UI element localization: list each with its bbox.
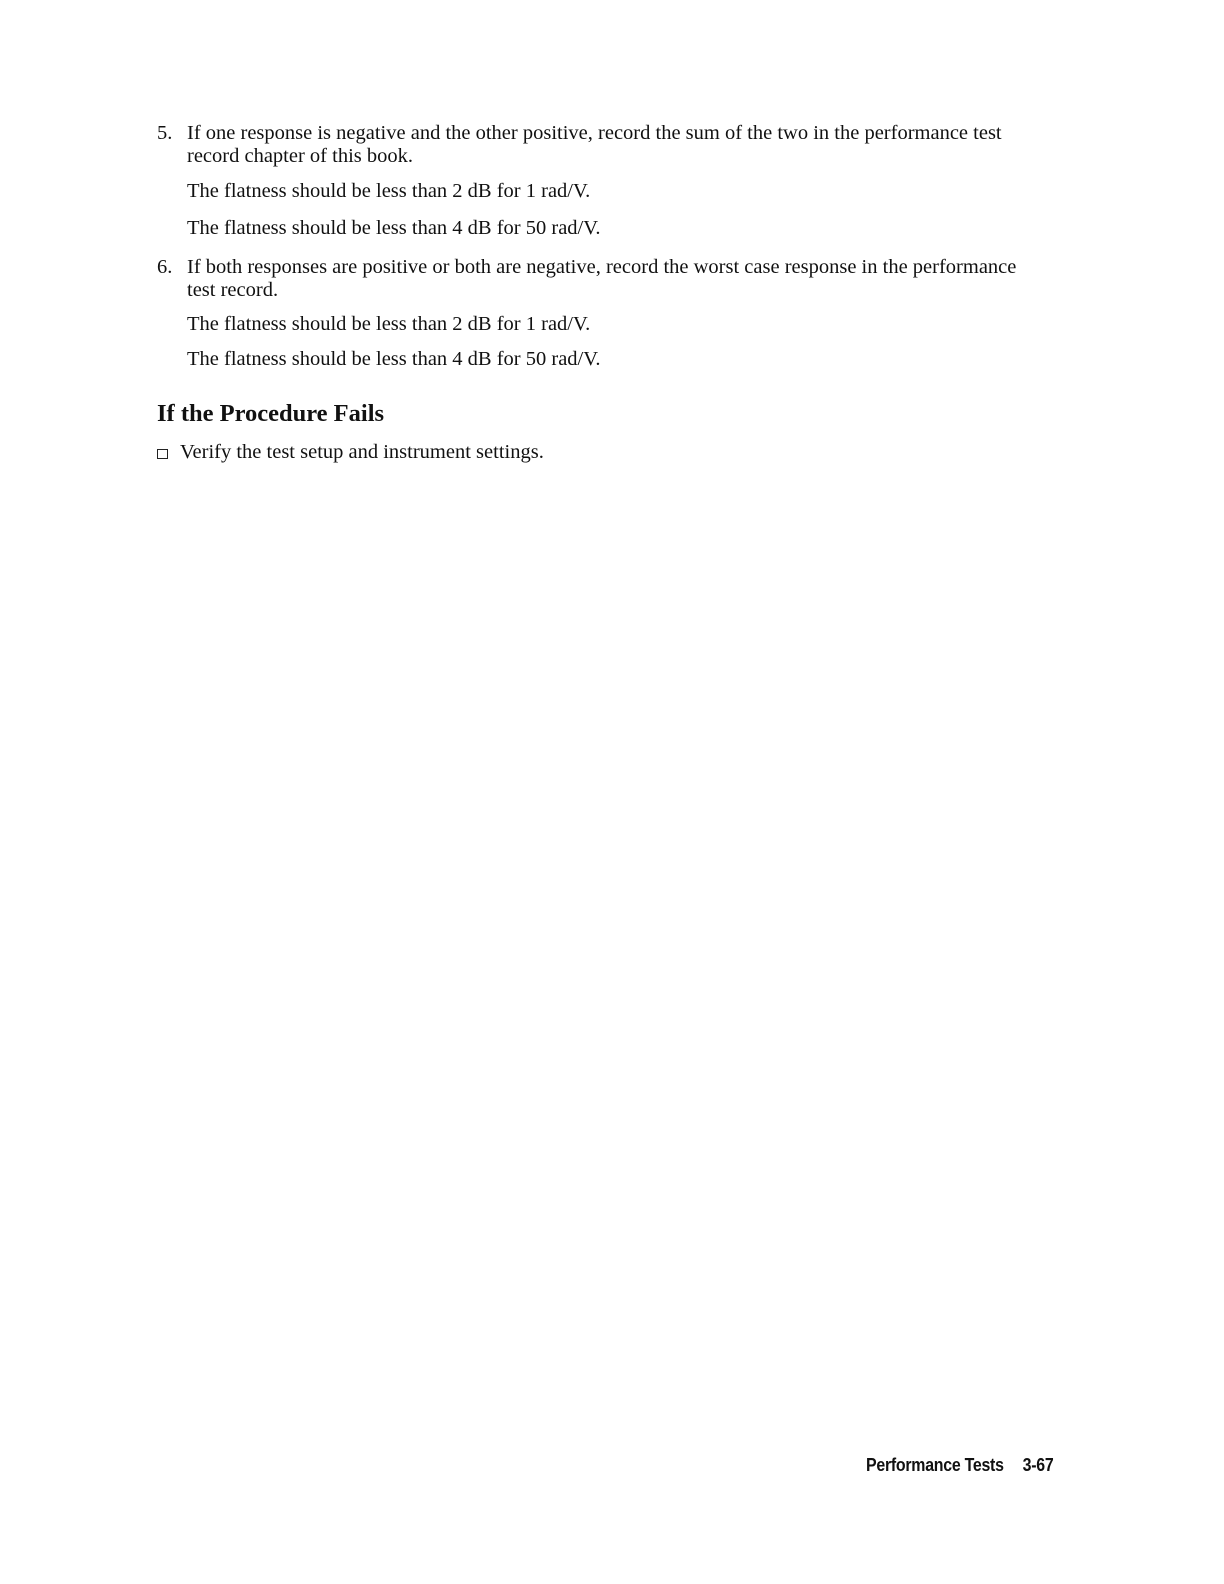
step-5-note-2: The flatness should be less than 4 dB for 50 rad/V. — [187, 217, 601, 239]
footer-page-number: 3-67 — [1022, 1454, 1054, 1475]
step-number: 6. — [157, 256, 173, 278]
step-5-note-1: The flatness should be less than 2 dB for 1 rad/V. — [187, 180, 591, 202]
section-heading: If the Procedure Fails — [157, 400, 385, 427]
footer-section-name: Performance Tests — [866, 1454, 1004, 1475]
step-6-note-1: The flatness should be less than 2 dB for 1 rad/V. — [187, 313, 591, 335]
checklist-item-text: Verify the test setup and instrument settings. — [180, 441, 544, 463]
step-text: If both responses are positive or both are negative, record the worst case response in the performance test record. — [187, 256, 1017, 301]
checklist-item — [157, 441, 544, 464]
step-number: 5. — [157, 122, 173, 144]
page-footer — [866, 1454, 1053, 1476]
checkbox-icon — [157, 449, 168, 459]
step-6 — [157, 256, 1037, 302]
step-5 — [157, 122, 1037, 168]
step-text: If one response is negative and the other positive, record the sum of the two in the performance test record chapter of this book. — [187, 122, 1002, 167]
step-6-note-2: The flatness should be less than 4 dB for 50 rad/V. — [187, 348, 601, 370]
